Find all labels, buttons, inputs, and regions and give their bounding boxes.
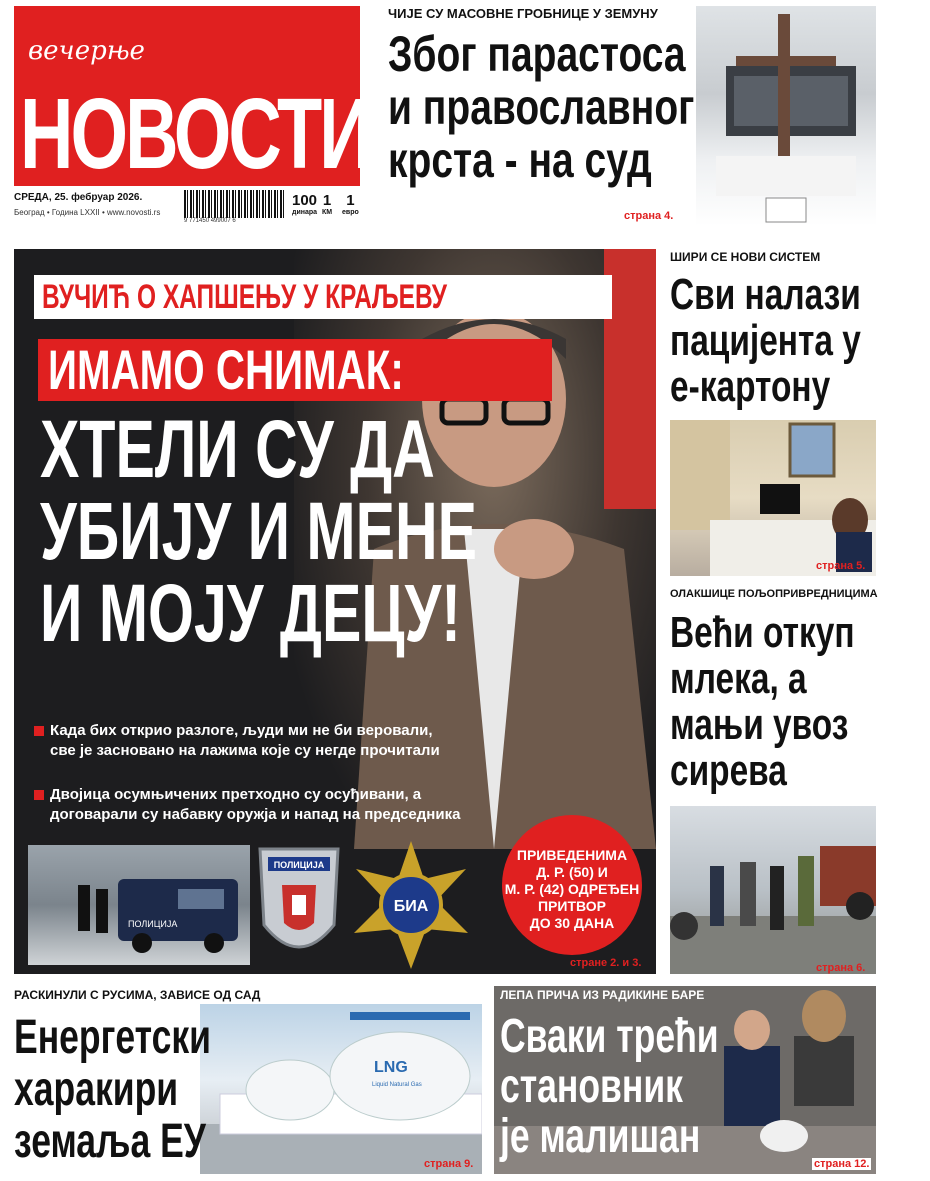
price-km: 1 КМ: [322, 192, 333, 216]
top-story-page-ref: страна 4.: [624, 210, 674, 222]
farmers-photo: [670, 806, 876, 974]
detention-circle: ПРИВЕДЕНИМА Д. Р. (50) И М. Р. (42) ОДРЕЂЕН ПРИТВОР ДО 30 ДАНА: [502, 815, 642, 955]
issue-subline: Београд • Година LXXII • www.novosti.rs: [14, 208, 161, 217]
police-van-photo: [28, 845, 250, 965]
right-story-2-page-ref: страна 6.: [816, 962, 866, 974]
svg-text:Liquid Natural Gas: Liquid Natural Gas: [372, 1082, 422, 1088]
right-story-2-kicker: ОЛАКШИЦЕ ПОЉОПРИВРЕДНИЦИМА: [670, 588, 878, 600]
clinic-photo: [670, 420, 876, 576]
masthead-logo: [14, 6, 370, 190]
masthead-name: НОВОСТИ: [20, 78, 370, 190]
main-story[interactable]: [14, 249, 656, 974]
price-dinar: 100 динара: [292, 192, 318, 216]
top-story-headline[interactable]: Због парастоса и православног крста - на суд: [388, 26, 695, 188]
police-badge: [254, 845, 344, 969]
bottom-story-1-kicker: РАСКИНУЛИ С РУСИМА, ЗАВИСЕ ОД САД: [14, 988, 261, 1002]
top-story-kicker: ЧИЈЕ СУ МАСОВНЕ ГРОБНИЦЕ У ЗЕМУНУ: [388, 6, 658, 21]
svg-text:ПОЛИЦИЈА: ПОЛИЦИЈА: [273, 860, 325, 870]
barcode: [184, 190, 284, 218]
main-story-headline[interactable]: ХТЕЛИ СУ ДА УБИЈУ И МЕНЕ И МОЈУ ДЕЦУ!: [40, 404, 477, 659]
bottom-story-2-headline[interactable]: Сваки трећи становник је малишан: [500, 1010, 719, 1163]
lng-ship-photo: [200, 1004, 482, 1174]
svg-text:LNG: LNG: [374, 1059, 408, 1076]
issue-date: СРЕДА, 25. фебруар 2026.: [14, 192, 143, 203]
main-story-kicker: ВУЧИЋ О ХАПШЕЊУ У КРАЉЕВУ: [34, 275, 612, 319]
main-story-banner: ИМАМО СНИМАК:: [38, 339, 552, 401]
bottom-story-2-page-ref: страна 12.: [814, 1158, 870, 1170]
bottom-story-2-kicker: ЛЕПА ПРИЧА ИЗ РАДИКИНЕ БАРЕ: [500, 988, 705, 1002]
price-euro: 1 евро: [342, 192, 359, 216]
main-story-page-ref: стране 2. и 3.: [570, 957, 642, 969]
main-story-bullet: Када бих открио разлоге, људи ми не би веровали, све је засновано на лажима које су негде прочитали: [34, 721, 440, 761]
barcode-number: 9 771450 499007 6: [184, 218, 236, 224]
masthead-prefix: вечерње: [28, 36, 145, 66]
right-story-2-headline[interactable]: Већи откуп млека, а мањи увоз сирева: [670, 608, 855, 795]
bia-badge: [344, 839, 478, 973]
bottom-story-1-headline[interactable]: Енергетски харакири земаља ЕУ: [14, 1011, 211, 1168]
svg-text:ПОЛИЦИЈА: ПОЛИЦИЈА: [128, 919, 178, 929]
memorial-photo: [696, 6, 876, 226]
bottom-story-1-page-ref: страна 9.: [424, 1158, 474, 1170]
svg-text:БИА: БИА: [393, 898, 429, 915]
main-story-bullet: Двојица осумњичених претходно су осуђивани, а договарали су набавку оружја и напад на председника: [34, 785, 460, 825]
right-story-1-page-ref: страна 5.: [816, 560, 866, 572]
right-story-1-headline[interactable]: Сви налази пацијента у е-картону: [670, 270, 861, 411]
right-story-1-kicker: ШИРИ СЕ НОВИ СИСТЕМ: [670, 250, 821, 264]
